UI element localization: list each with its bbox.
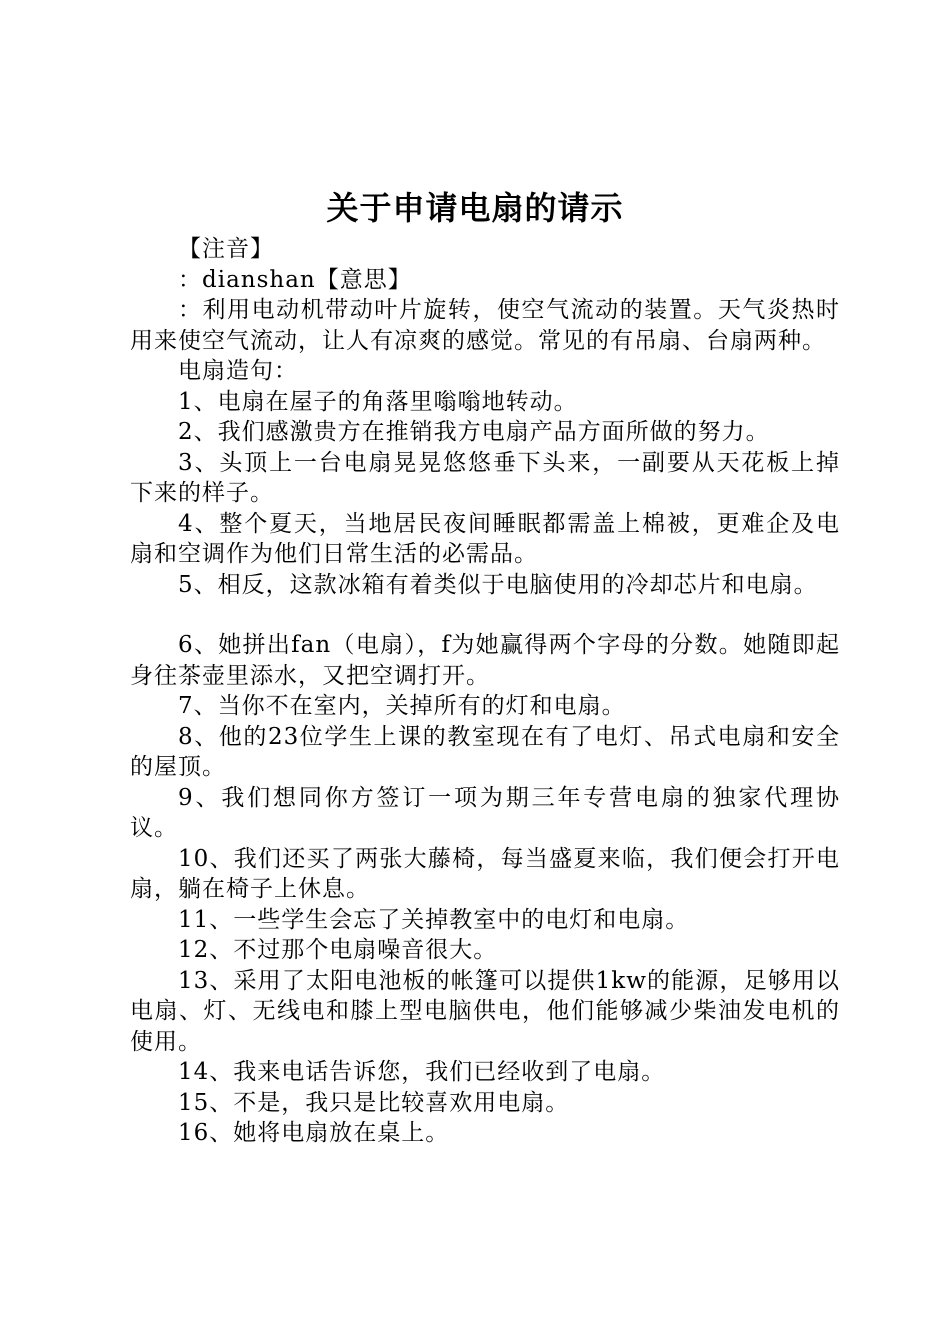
example-sentence: 12、不过那个电扇噪音很大。 — [178, 937, 498, 963]
example-sentence: 11、一些学生会忘了关掉教室中的电灯和电扇。 — [178, 906, 690, 933]
paragraph-pinyin: ：dianshan【意思】 — [178, 266, 412, 293]
example-sentence: 4、整个夏天，当地居民夜间睡眠都需盖上棉被，更难企及电扇和空调作为他们日常生活的必需品。 — [130, 510, 840, 567]
example-sentence: 14、我来电话告诉您，我们已经收到了电扇。 — [178, 1059, 666, 1085]
example-sentence: 5、相反，这款冰箱有着类似于电脑使用的冷却芯片和电扇。 — [178, 571, 818, 598]
example-sentence: 16、她将电扇放在桌上。 — [178, 1120, 450, 1146]
example-sentence: 9、我们想同你方签订一项为期三年专营电扇的独家代理协议。 — [130, 784, 840, 841]
paragraph-examples-heading: 电扇造句： — [178, 358, 298, 384]
example-sentence: 2、我们感激贵方在推销我方电扇产品方面所做的努力。 — [178, 419, 770, 445]
document-body — [130, 234, 840, 1149]
example-sentence: 3、头顶上一台电扇晃晃悠悠垂下头来，一副要从天花板上掉下来的样子。 — [130, 449, 840, 506]
example-sentence: 7、当你不在室内，关掉所有的灯和电扇。 — [178, 693, 626, 719]
example-sentence: 8、他的23位学生上课的教室现在有了电灯、吊式电扇和安全的屋顶。 — [130, 723, 840, 780]
example-sentence: 1、电扇在屋子的角落里嗡嗡地转动。 — [178, 388, 578, 415]
example-sentence: 10、我们还买了两张大藤椅，每当盛夏来临，我们便会打开电扇，躺在椅子上休息。 — [130, 845, 840, 902]
example-sentence: 13、采用了太阳电池板的帐篷可以提供1kw的能源，足够用以电扇、灯、无线电和膝上型电脑供电，他们能够减少柴油发电机的使用。 — [130, 967, 840, 1055]
example-sentence: 6、她拼出fan（电扇），f为她赢得两个字母的分数。她随即起身往茶壶里添水，又把空调打开。 — [130, 632, 840, 689]
example-sentence: 15、不是，我只是比较喜欢用电扇。 — [178, 1089, 570, 1116]
document-title: 关于申请电扇的请示 — [326, 189, 624, 227]
paragraph-meaning: ：利用电动机带动叶片旋转，使空气流动的装置。天气炎热时用来使空气流动，让人有凉爽的感觉。常见的有吊扇、台扇两种。 — [130, 297, 840, 354]
paragraph-pinyin-heading: 【注音】 — [178, 236, 274, 262]
